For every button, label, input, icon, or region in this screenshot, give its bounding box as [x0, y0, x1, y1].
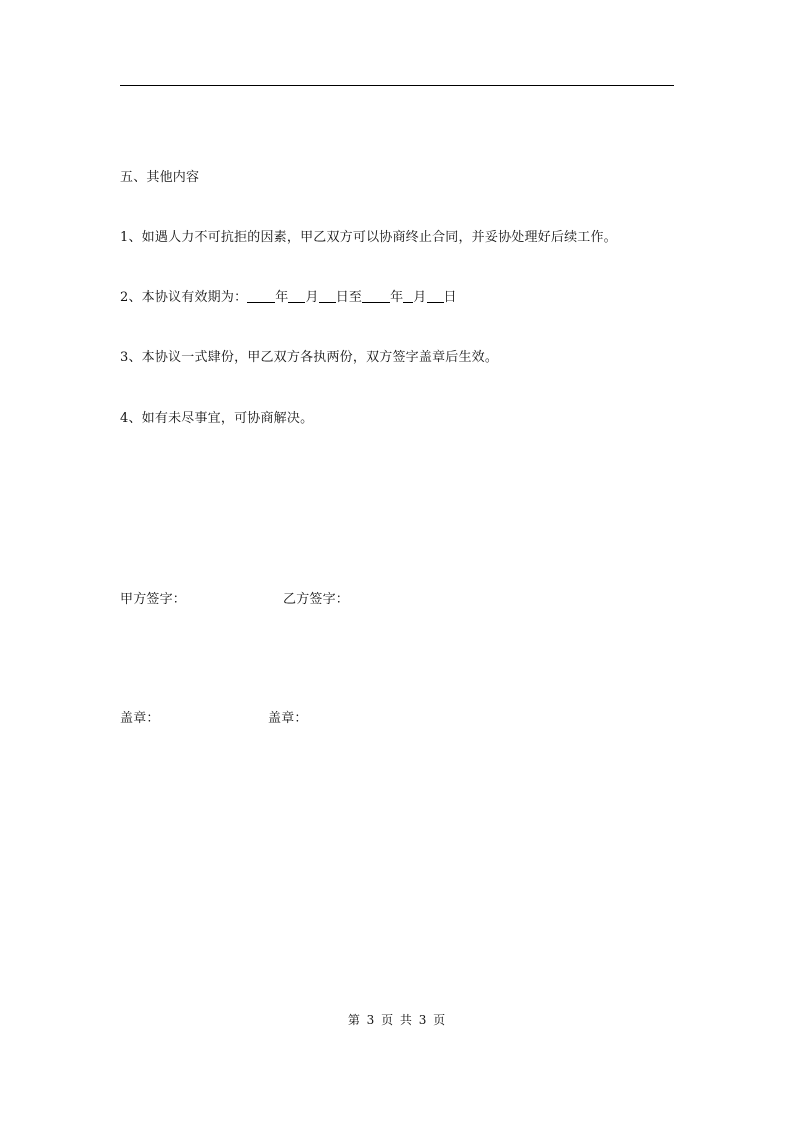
month-label-end: 月 [413, 290, 427, 305]
party-a-seal-label: 盖章： [120, 711, 160, 726]
year-label-start: 年 [275, 290, 289, 305]
clause-4: 4、如有未尽事宜，可协商解决。 [120, 411, 314, 426]
day-blank-start[interactable] [319, 290, 336, 303]
day-label-end: 日 [443, 290, 457, 305]
section-heading: 五、其他内容 [120, 170, 200, 185]
day-to-label: 日至 [335, 290, 363, 305]
day-blank-end[interactable] [427, 290, 444, 303]
header-rule [120, 85, 674, 86]
party-b-seal-label: 盖章： [268, 711, 308, 726]
clause-1: 1、如遇人力不可抗拒的因素，甲乙双方可以协商终止合同，并妥协处理好后续工作。 [120, 230, 617, 245]
clause-3: 3、本协议一式肆份，甲乙双方各执两份，双方签字盖章后生效。 [120, 350, 499, 365]
year-label-end: 年 [390, 290, 404, 305]
clause-2-prefix: 2、本协议有效期为： [120, 290, 248, 305]
month-blank-end[interactable] [403, 290, 413, 303]
month-blank-start[interactable] [288, 290, 305, 303]
year-blank-start[interactable] [247, 290, 275, 303]
clause-2 [120, 290, 457, 306]
party-a-signature-label: 甲方签字： [120, 592, 187, 607]
month-label-start: 月 [305, 290, 319, 305]
page-footer: 第 3 页 共 3 页 [347, 1013, 446, 1027]
year-blank-end[interactable] [362, 290, 390, 303]
party-b-signature-label: 乙方签字： [283, 592, 350, 607]
